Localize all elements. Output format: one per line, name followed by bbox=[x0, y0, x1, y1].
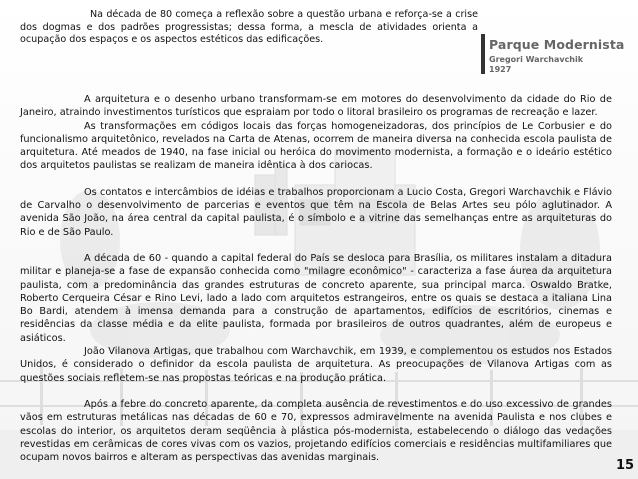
paragraph-transformations: As transformações em códigos locais das forças homogeneizadoras, dos princípios de Le Corbusier e do funcionalismo arquitetônico, revelados na Carta de Atenas, ocorrem de maneira diversa na conhecida escola paulista de arquitetura. Até meados de 1940, na fase inicial ou heróica do movimento modernista, a formação e o ideário estético dos arquitetos paulistas se realizam de maneira idêntica à dos cariocas. bbox=[20, 120, 612, 172]
paragraph-artigas: João Vilanova Artigas, que trabalhou com Warchavchik, em 1939, e complementou os estudos nos Estados Unidos, é considerado o definidor da escola paulista de arquitetura. As preocupações de Vilanova Artigas com as questões sociais refletem-se nas propostas teóricas e na produção prática. bbox=[20, 346, 612, 384]
intro-paragraph: Na década de 80 começa a reflexão sobre a questão urbana e reforça-se a crise dos dogmas e dos padrões progressistas; dessa forma, a mescla de atividades orienta a ocupação dos espaços e os aspectos estéticos das edificações. bbox=[20, 9, 478, 46]
intro-text bbox=[20, 9, 478, 47]
sidebar-title: Parque Modernista bbox=[489, 37, 625, 52]
sidebar-accent-bar bbox=[481, 34, 485, 74]
page-number: 15 bbox=[616, 458, 635, 473]
sidebar-author: Gregori Warchavchik bbox=[489, 55, 584, 64]
body-text bbox=[20, 93, 612, 464]
sidebar-year: 1927 bbox=[489, 65, 512, 74]
paragraph-contacts: Os contatos e intercâmbios de idéias e trabalhos proporcionam a Lucio Costa, Gregori Warchavchik e Flávio de Carvalho o desenvolvimento de parcerias e eventos que têm na Escola de Belas Artes seu pólo aglutinador. A avenida São João, na área central da capital paulista, é o símbolo e a vitrine das semelhanças entre as arquiteturas do Rio e de São Paulo. bbox=[20, 186, 612, 238]
paragraph-postmodern: Após a febre do concreto aparente, da completa ausência de revestimentos e do uso excessivo de grandes vãos em estruturas metálicas nas décadas de 60 e 70, expressos admiravelmente na avenida Paulista e nos clubes e escolas do interior, os arquitetos deram seqüência à plástica pós-modernista, estabelecendo o diálogo das vedações revestidas em cerâmicas de cores vivas com os vazios, projetando edifícios comerciais e residências multifamiliares que ocupam novos bairros e alteram as perspectivas das avenidas marginais. bbox=[20, 398, 612, 464]
paragraph-sixties: A década de 60 - quando a capital federal do País se desloca para Brasília, os militares instalam a ditadura militar e planeja-se a fase de expansão conhecida como "milagre econômico" - caracteriza a fase áurea da arquitetura paulista, com a predominância das grandes estruturas de concreto aparente, sua principal marca. Oswaldo Bratke, Roberto Cerqueira César e Rino Levi, lado a lado com arquitetos estrangeiros, entre os quais se destaca a italiana Lina Bo Bardi, atendem à imensa demanda para a construção de apartamentos, edifícios de escritórios, cinemas e residências da classe média e da elite paulista, formada por brasileiros de outros quadrantes, além de europeus e asiáticos. bbox=[20, 252, 612, 344]
paragraph-rio: A arquitetura e o desenho urbano transformam-se em motores do desenvolvimento da cidade do Rio de Janeiro, atraindo investimentos turísticos que espraiam por todo o litoral brasileiro os programas de recreação e lazer. bbox=[20, 94, 612, 119]
